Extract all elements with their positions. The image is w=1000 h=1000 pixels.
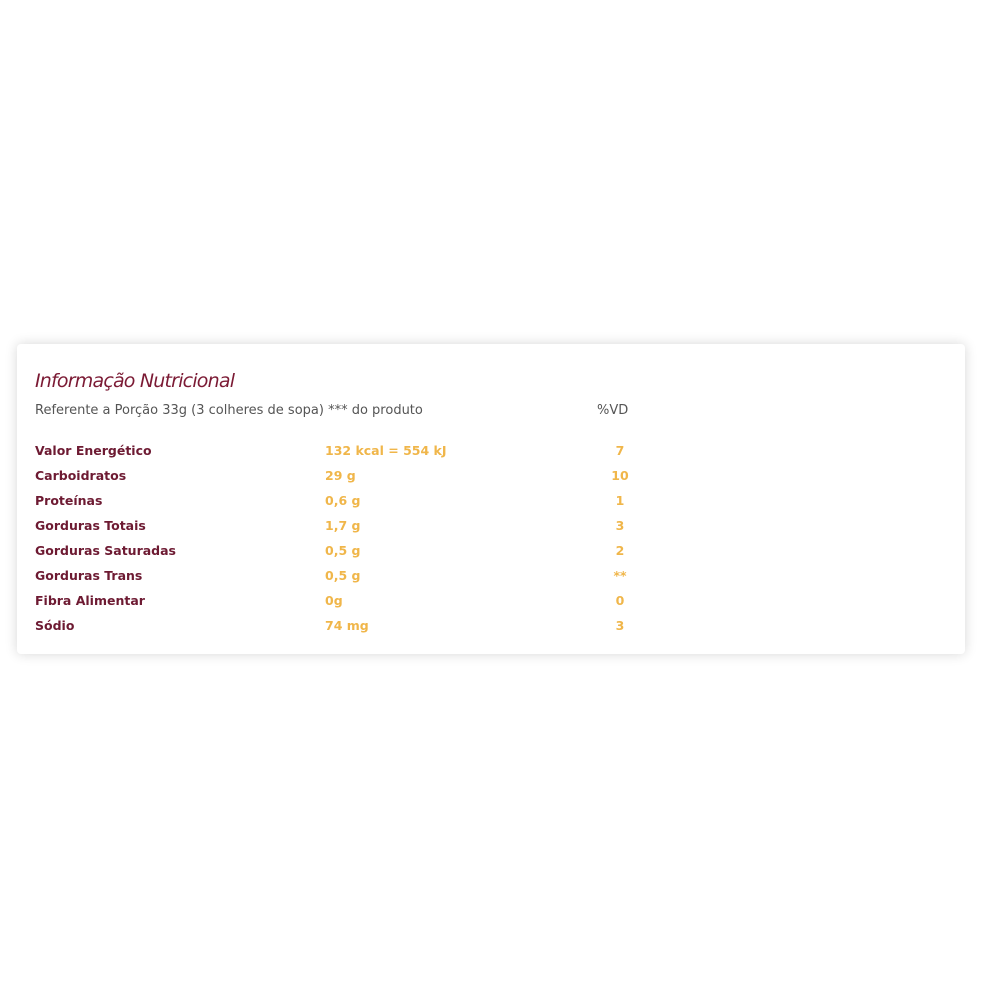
table-row xyxy=(35,443,735,468)
portion-description: Referente a Porção 33g (3 colheres de sopa) *** do produto xyxy=(35,403,423,418)
table-row xyxy=(35,618,735,643)
nutrient-vd: 2 xyxy=(615,543,625,558)
nutrient-name: Gorduras Saturadas xyxy=(35,543,176,558)
nutrient-vd: 3 xyxy=(615,518,625,533)
table-row xyxy=(35,468,735,493)
nutrient-vd: 10 xyxy=(611,468,629,483)
nutrient-name: Sódio xyxy=(35,618,75,633)
nutrient-name: Carboidratos xyxy=(35,468,127,483)
nutrition-title: Informação Nutricional xyxy=(35,370,235,392)
nutrition-table xyxy=(35,443,735,643)
nutrient-vd: ** xyxy=(613,568,627,583)
nutrient-vd: 1 xyxy=(615,493,625,508)
table-row xyxy=(35,518,735,543)
nutrition-card xyxy=(17,344,965,654)
nutrient-amount: 0,5 g xyxy=(325,568,361,583)
nutrient-vd: 7 xyxy=(615,443,625,458)
nutrient-vd: 0 xyxy=(615,593,625,608)
nutrient-amount: 0g xyxy=(325,593,343,608)
nutrient-name: Valor Energético xyxy=(35,443,152,458)
vd-column-header: %VD xyxy=(597,403,629,418)
nutrient-amount: 74 mg xyxy=(325,618,369,633)
nutrient-name: Proteínas xyxy=(35,493,103,508)
table-row xyxy=(35,543,735,568)
nutrient-amount: 0,6 g xyxy=(325,493,361,508)
nutrient-name: Gorduras Totais xyxy=(35,518,146,533)
nutrient-amount: 1,7 g xyxy=(325,518,361,533)
nutrient-name: Gorduras Trans xyxy=(35,568,143,583)
table-row xyxy=(35,593,735,618)
table-row xyxy=(35,493,735,518)
nutrient-amount: 29 g xyxy=(325,468,356,483)
nutrient-name: Fibra Alimentar xyxy=(35,593,145,608)
nutrient-vd: 3 xyxy=(615,618,625,633)
nutrient-amount: 0,5 g xyxy=(325,543,361,558)
table-row xyxy=(35,568,735,593)
nutrient-amount: 132 kcal = 554 kJ xyxy=(325,443,447,458)
